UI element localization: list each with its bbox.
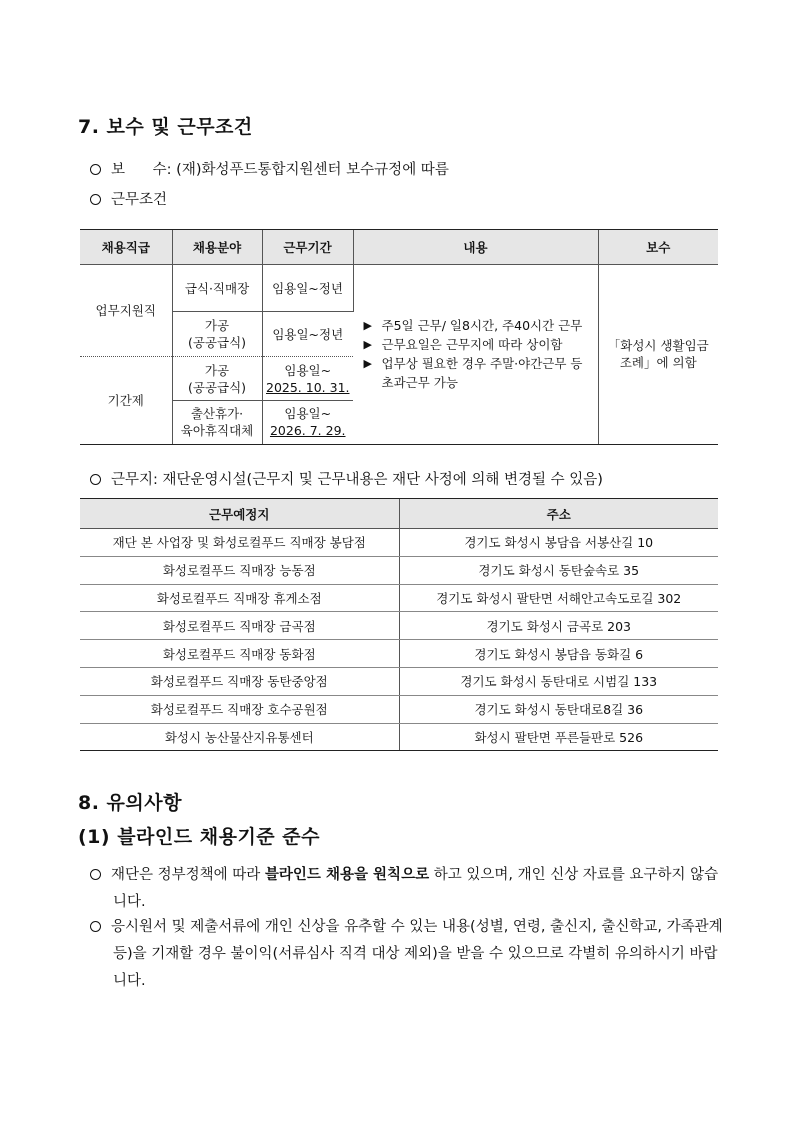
field-cell: 가공 (공공급식) <box>172 312 262 357</box>
list-item: ▶ 업무상 필요한 경우 주말·야간근무 등 초과근무 가능 <box>363 356 583 391</box>
table-row <box>80 265 718 312</box>
circle-bullet-icon <box>90 164 101 175</box>
table-row <box>80 695 718 723</box>
conditions-table-wrap <box>80 229 718 445</box>
address-cell: 경기도 화성시 동탄숲속로 35 <box>399 556 718 584</box>
grade-cell: 업무지원직 <box>80 265 172 357</box>
table-row <box>80 640 718 668</box>
circle-bullet-icon <box>90 474 101 485</box>
header-address: 주소 <box>399 499 718 529</box>
work-conditions-label: 근무조건 <box>111 192 168 208</box>
list-item: ▶ 주5일 근무/ 일8시간, 주40시간 근무 <box>363 318 583 334</box>
grade-cell: 기간제 <box>80 357 172 444</box>
table-row <box>80 556 718 584</box>
table-row <box>80 529 718 557</box>
circle-bullet-icon <box>90 194 101 205</box>
address-cell: 경기도 화성시 봉담읍 동화길 6 <box>399 640 718 668</box>
conditions-table <box>80 230 718 444</box>
address-cell: 경기도 화성시 금곡로 203 <box>399 612 718 640</box>
triangle-bullet-icon: ▶ <box>363 338 372 352</box>
paragraph-2: 응시원서 및 제출서류에 개인 신상을 유추할 수 있는 내용(성별, 연령, 출신지, 출신학교, 가족관계 등)을 기재할 경우 불이익(서류심사 직격 대상 제외)을 받을 수 있으므로 각별히 유의하시기 바랍니다. <box>90 914 728 995</box>
place-cell: 화성로컬푸드 직매장 능동점 <box>80 556 399 584</box>
paragraph-1: 재단은 정부정책에 따라 블라인드 채용을 원칙으로 하고 있으며, 개인 신상 자료를 요구하지 않습니다. <box>90 862 728 916</box>
table-row <box>80 723 718 751</box>
field-cell: 출산휴가· 육아휴직대체 <box>172 401 262 444</box>
workplace-table-wrap <box>80 498 718 751</box>
table-row <box>80 584 718 612</box>
pay-text: : (재)화성푸드통합지원센터 보수규정에 따름 <box>166 162 449 178</box>
place-cell: 화성로컬푸드 직매장 동탄중앙점 <box>80 667 399 695</box>
table-row <box>80 612 718 640</box>
emphasis-text: 블라인드 채용을 원칙으로 <box>264 867 430 883</box>
period-cell: 임용일~정년 <box>262 312 353 357</box>
triangle-bullet-icon: ▶ <box>363 319 372 333</box>
header-content: 내용 <box>353 230 598 265</box>
circle-bullet-icon <box>90 921 101 932</box>
workplace-table <box>80 499 718 751</box>
section-8-title: 8. 유의사항 <box>78 792 182 814</box>
place-cell: 화성로컬푸드 직매장 호수공원점 <box>80 695 399 723</box>
pay-line <box>90 158 449 179</box>
field-cell: 급식·직매장 <box>172 265 262 312</box>
table-row <box>80 667 718 695</box>
period-cell: 임용일~정년 <box>262 265 353 312</box>
circle-bullet-icon <box>90 869 101 880</box>
address-cell: 경기도 화성시 봉담읍 서봉산길 10 <box>399 529 718 557</box>
place-cell: 화성로컬푸드 직매장 동화점 <box>80 640 399 668</box>
place-cell: 화성로컬푸드 직매장 휴게소점 <box>80 584 399 612</box>
address-cell: 경기도 화성시 동탄대로8길 36 <box>399 695 718 723</box>
section-7-title: 7. 보수 및 근무조건 <box>78 116 253 138</box>
period-cell: 임용일~ 2026. 7. 29. <box>269 406 346 439</box>
table-header-row <box>80 499 718 529</box>
content-list <box>354 316 598 392</box>
header-field: 채용분야 <box>172 230 262 265</box>
section-8-subtitle: (1) 블라인드 채용기준 준수 <box>78 826 320 848</box>
place-cell: 화성시 농산물산지유통센터 <box>80 723 399 751</box>
place-cell: 화성로컬푸드 직매장 금곡점 <box>80 612 399 640</box>
address-cell: 경기도 화성시 동탄대로 시범길 133 <box>399 667 718 695</box>
header-pay: 보수 <box>598 230 718 265</box>
pay-cell: 「화성시 생활임금 조례」에 의함 <box>607 338 709 371</box>
work-conditions-line <box>90 188 167 209</box>
table-header-row <box>80 230 718 265</box>
pay-label: 보 수 <box>111 162 167 178</box>
header-grade: 채용직급 <box>80 230 172 265</box>
address-cell: 화성시 팔탄면 푸른들판로 526 <box>399 723 718 751</box>
list-item: ▶ 근무요일은 근무지에 따라 상이함 <box>363 337 563 353</box>
field-cell: 가공 (공공급식) <box>172 357 262 401</box>
triangle-bullet-icon: ▶ <box>363 357 372 371</box>
content-cell <box>353 265 598 444</box>
place-cell: 재단 본 사업장 및 화성로컬푸드 직매장 봉담점 <box>80 529 399 557</box>
header-place: 근무예정지 <box>80 499 399 529</box>
workplace-label: 근무지: 재단운영시설(근무지 및 근무내용은 재단 사정에 의해 변경될 수 있음) <box>111 472 603 488</box>
period-cell: 임용일~ 2025. 10. 31. <box>262 357 353 401</box>
address-cell: 경기도 화성시 팔탄면 서해안고속도로길 302 <box>399 584 718 612</box>
workplace-line <box>90 468 603 489</box>
header-period: 근무기간 <box>262 230 353 265</box>
